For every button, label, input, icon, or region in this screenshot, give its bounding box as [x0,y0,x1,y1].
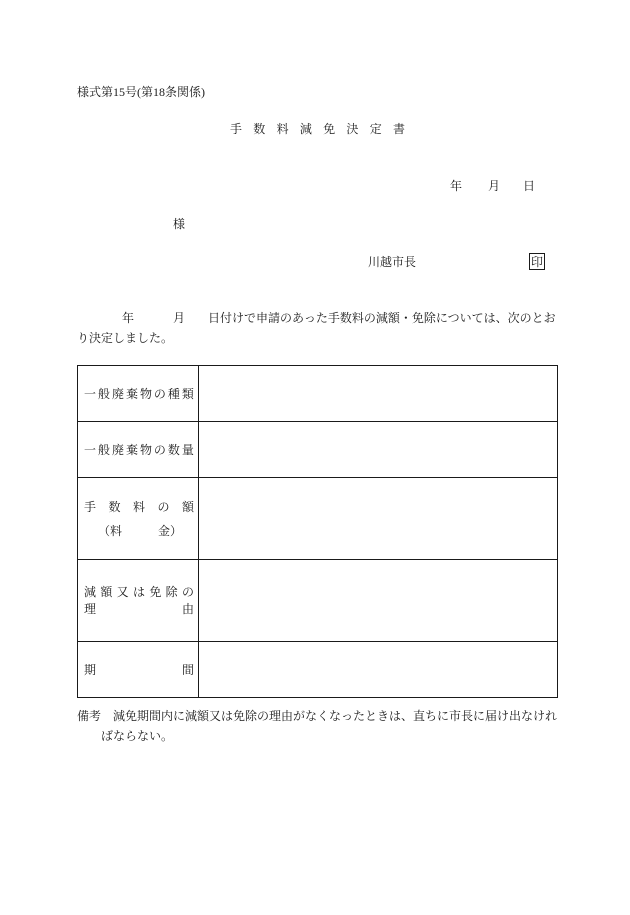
label-char: 一 [84,442,97,457]
row-label-cell [78,560,199,641]
table-row [78,366,557,422]
label-char: の [153,386,166,401]
reduction-reason-value-cell [199,560,557,641]
addressee-suffix: 様 [173,217,186,231]
label-char: 理 [84,602,97,616]
note-text-line1: 減免期間内に減額又は免除の理由がなくなったときは、直ちに市長に届け出なけれ [113,709,558,723]
label-char: の [157,499,170,514]
row-label-cell [78,642,199,698]
seal-label: 印 [530,254,543,269]
waste-type-label [84,388,194,400]
label-char: 廃 [111,442,124,457]
label-char: 種 [167,386,180,401]
issuer-name: 川越市長 [368,255,417,269]
table-row [78,560,557,642]
body-month-label: 月 [173,311,186,325]
seal-mark [529,253,545,270]
label-char: の [181,585,194,599]
label-char: 書 [392,122,405,136]
document-title [230,123,405,135]
fee-amount-label [84,501,194,513]
label-char: 数 [167,442,180,457]
label-char: 期 [84,663,97,677]
label-char: 類 [181,386,194,401]
label-char: 手 [84,499,97,514]
label-char: 棄 [125,386,138,401]
label-char: 又 [116,585,129,599]
label-char: 般 [97,442,110,457]
note-label: 備考 [77,709,102,723]
label-char: の [153,442,166,457]
waste-quantity-value-cell [199,422,557,477]
label-char: 減 [299,122,312,136]
label-char: は [132,585,145,599]
label-char: 棄 [125,442,138,457]
label-char: 廃 [111,386,124,401]
label-char: 物 [139,442,152,457]
date-year-label: 年 [450,179,463,193]
label-char: 手 [230,122,243,136]
label-char: 決 [346,122,359,136]
label-char: 物 [139,386,152,401]
reduction-reason-label-line2 [84,603,194,615]
label-char: 除 [165,585,178,599]
label-char: 免 [149,585,162,599]
waste-type-value-cell [199,366,557,421]
table-row [78,642,557,698]
date-month-label: 月 [488,179,501,193]
details-table [77,365,558,698]
body-year-label: 年 [122,311,135,325]
row-label-cell [78,478,199,559]
label-char: 額 [100,585,113,599]
label-char: 数 [108,499,121,514]
table-row [78,478,557,560]
reduction-reason-label-line1 [84,586,194,598]
body-text-line2: り決定しました。 [77,331,174,345]
label-char: 数 [253,122,266,136]
date-day-label: 日 [523,179,536,193]
form-number: 様式第15号(第18条関係) [77,85,205,99]
fee-amount-value-cell [199,478,557,559]
label-char: 由 [181,602,194,616]
fee-amount-sublabel: （料 金） [98,523,183,538]
note-text-line2: ばならない。 [101,729,174,743]
label-char: 免 [323,122,336,136]
period-label [84,664,194,676]
label-char: 料 [132,499,145,514]
label-char: 量 [181,442,194,457]
period-value-cell [199,642,557,698]
label-char: 定 [369,122,382,136]
label-char: 料 [276,122,289,136]
row-label-cell [78,366,199,421]
label-char: 減 [84,585,97,599]
waste-quantity-label [84,444,194,456]
label-char: 般 [97,386,110,401]
table-row [78,422,557,478]
body-text-line1: 日付けで申請のあった手数料の減額・免除については、次のとお [208,311,556,325]
row-label-cell [78,422,199,477]
label-char: 額 [181,499,194,514]
label-char: 一 [84,386,97,401]
label-char: 間 [181,663,194,677]
